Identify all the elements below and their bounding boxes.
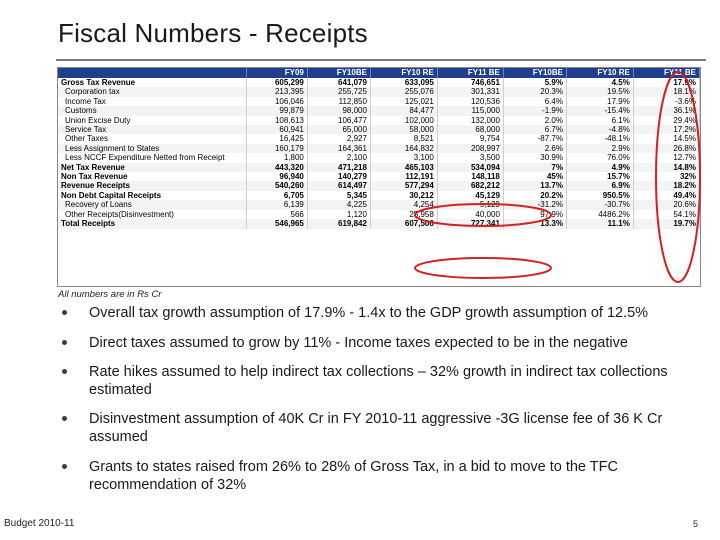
- table-cell: 682,212: [437, 181, 503, 190]
- table-cell: 208,997: [437, 144, 503, 153]
- table-cell: 98,000: [307, 106, 370, 115]
- table-cell: 746,651: [437, 78, 503, 87]
- table-cell: 727,341: [437, 219, 503, 228]
- table-cell: 140,279: [307, 172, 370, 181]
- table-cell: 106,046: [247, 97, 308, 106]
- table-cell: 99,879: [247, 106, 308, 115]
- table-cell: -3.6%: [633, 97, 699, 106]
- table-cell: 614,497: [307, 181, 370, 190]
- table-cell: 84,477: [370, 106, 437, 115]
- column-header: FY11 BE: [633, 68, 699, 78]
- table-cell: 68,000: [437, 125, 503, 134]
- table-cell: 6.9%: [566, 181, 633, 190]
- table-cell: -48.1%: [566, 134, 633, 143]
- table-cell: 5,129: [437, 200, 503, 209]
- table-cell: -1.9%: [503, 106, 566, 115]
- table-cell: 18.1%: [633, 87, 699, 96]
- table-cell: 148,118: [437, 172, 503, 181]
- row-label: Non Tax Revenue: [58, 172, 247, 181]
- column-header: FY10BE: [307, 68, 370, 78]
- bullet-item: [62, 363, 687, 399]
- table-row: [58, 144, 700, 153]
- units-footnote: All numbers are in Rs Cr: [58, 289, 162, 300]
- table-cell: 301,331: [437, 87, 503, 96]
- table-cell: 4,254: [370, 200, 437, 209]
- table-cell: 125,021: [370, 97, 437, 106]
- table-cell: 160,179: [247, 144, 308, 153]
- table-cell: -15.4%: [566, 106, 633, 115]
- table-row: [58, 97, 700, 106]
- title-divider: [56, 59, 706, 61]
- table-cell: 112,191: [370, 172, 437, 181]
- table-cell: -31.2%: [503, 200, 566, 209]
- table-cell: 534,094: [437, 163, 503, 172]
- table-cell: 102,000: [370, 116, 437, 125]
- table-cell: 32%: [633, 172, 699, 181]
- table-cell: 9,754: [437, 134, 503, 143]
- bullet-list: [62, 304, 687, 494]
- table-cell: 20.3%: [503, 87, 566, 96]
- bullet-text: Rate hikes assumed to help indirect tax collections – 32% growth in indirect tax collections estimated: [89, 364, 668, 398]
- table-cell: 14.5%: [633, 134, 699, 143]
- bullet-dot-icon: [62, 369, 67, 374]
- column-header: FY11 BE: [437, 68, 503, 78]
- page-number: 5: [693, 519, 699, 529]
- bullet-text: Disinvestment assumption of 40K Cr in FY 2010-11 aggressive -3G license fee of 36 K Cr assumed: [89, 411, 663, 445]
- table-cell: -30.7%: [566, 200, 633, 209]
- table-row: [58, 134, 700, 143]
- row-label: Service Tax: [58, 125, 247, 134]
- table-cell: 3,100: [370, 153, 437, 162]
- bullet-dot-icon: [62, 310, 67, 315]
- table-cell: 633,095: [370, 78, 437, 87]
- table-cell: 471,218: [307, 163, 370, 172]
- table-body: [58, 78, 700, 229]
- table-cell: 14.8%: [633, 163, 699, 172]
- table-cell: 607,506: [370, 219, 437, 228]
- table-row: [58, 87, 700, 96]
- table-cell: 4,225: [307, 200, 370, 209]
- table-cell: 465,103: [370, 163, 437, 172]
- row-label: Other Receipts(Disinvestment): [58, 210, 247, 219]
- table-cell: 76.0%: [566, 153, 633, 162]
- table-cell: 164,832: [370, 144, 437, 153]
- table-row: [58, 106, 700, 115]
- table-cell: 97.9%: [503, 210, 566, 219]
- table-cell: 45,129: [437, 191, 503, 200]
- table-cell: 213,395: [247, 87, 308, 96]
- table-cell: 30,212: [370, 191, 437, 200]
- table-cell: 2.6%: [503, 144, 566, 153]
- bullet-dot-icon: [62, 416, 67, 421]
- row-label: Revenue Receipts: [58, 181, 247, 190]
- table-row: [58, 172, 700, 181]
- column-header: FY10 RE: [370, 68, 437, 78]
- table-row: [58, 219, 700, 228]
- column-header: FY10 RE: [566, 68, 633, 78]
- table-cell: 16,425: [247, 134, 308, 143]
- row-label: Total Receipts: [58, 219, 247, 228]
- table-cell: 106,477: [307, 116, 370, 125]
- row-label: Customs: [58, 106, 247, 115]
- table-cell: 6.7%: [503, 125, 566, 134]
- table-cell: 18.2%: [633, 181, 699, 190]
- table-cell: 4.9%: [566, 163, 633, 172]
- table-row: [58, 163, 700, 172]
- table-cell: 2,100: [307, 153, 370, 162]
- table-cell: 96,940: [247, 172, 308, 181]
- table-cell: 255,076: [370, 87, 437, 96]
- bullet-item: [62, 304, 687, 322]
- table-cell: 13.3%: [503, 219, 566, 228]
- table-cell: 6.4%: [503, 97, 566, 106]
- table-cell: 540,260: [247, 181, 308, 190]
- table-cell: 7%: [503, 163, 566, 172]
- table-cell: 5.9%: [503, 78, 566, 87]
- table-cell: 58,000: [370, 125, 437, 134]
- table-cell: 11.1%: [566, 219, 633, 228]
- table-cell: 20.2%: [503, 191, 566, 200]
- table-cell: 17.9%: [566, 97, 633, 106]
- table-cell: 619,842: [307, 219, 370, 228]
- table-row: [58, 191, 700, 200]
- table-cell: 15.7%: [566, 172, 633, 181]
- table-cell: 132,000: [437, 116, 503, 125]
- bullet-text: Grants to states raised from 26% to 28% of Gross Tax, in a bid to move to the TFC recommendation of 32%: [89, 459, 618, 493]
- table-cell: 19.5%: [566, 87, 633, 96]
- bullet-item: [62, 458, 687, 494]
- table-cell: 26.8%: [633, 144, 699, 153]
- table-row: [58, 200, 700, 209]
- row-label: Gross Tax Revenue: [58, 78, 247, 87]
- table-cell: 45%: [503, 172, 566, 181]
- row-label: Non Debt Capital Receipts: [58, 191, 247, 200]
- table-cell: 8,521: [370, 134, 437, 143]
- table-cell: 12.7%: [633, 153, 699, 162]
- table-cell: 1,120: [307, 210, 370, 219]
- row-label: Less NCCF Expenditure Netted from Receipt: [58, 153, 247, 162]
- table-cell: 950.5%: [566, 191, 633, 200]
- table-cell: 2.9%: [566, 144, 633, 153]
- table-cell: 546,965: [247, 219, 308, 228]
- table-row: [58, 153, 700, 162]
- table-cell: 6.1%: [566, 116, 633, 125]
- table-cell: 566: [247, 210, 308, 219]
- column-header: FY10BE: [503, 68, 566, 78]
- table-cell: 25,958: [370, 210, 437, 219]
- table-row: [58, 181, 700, 190]
- table-cell: 17.9%: [633, 78, 699, 87]
- bullet-text: Overall tax growth assumption of 17.9% - 1.4x to the GDP growth assumption of 12.5%: [89, 305, 649, 321]
- table-cell: 641,079: [307, 78, 370, 87]
- table-cell: 108,613: [247, 116, 308, 125]
- table-cell: 54.1%: [633, 210, 699, 219]
- table-header-row: [58, 68, 700, 78]
- table-cell: 112,850: [307, 97, 370, 106]
- table-cell: 2,927: [307, 134, 370, 143]
- table-cell: 5,345: [307, 191, 370, 200]
- bullet-dot-icon: [62, 464, 67, 469]
- table-cell: 36.1%: [633, 106, 699, 115]
- table-cell: -4.8%: [566, 125, 633, 134]
- table-cell: 577,294: [370, 181, 437, 190]
- table-cell: 1,800: [247, 153, 308, 162]
- table-row: [58, 210, 700, 219]
- table-cell: 65,000: [307, 125, 370, 134]
- table-cell: 6,139: [247, 200, 308, 209]
- table-row: [58, 116, 700, 125]
- slide-title: Fiscal Numbers - Receipts: [58, 18, 368, 48]
- column-header: FY09: [247, 68, 308, 78]
- table-cell: 4486.2%: [566, 210, 633, 219]
- table-cell: 40,000: [437, 210, 503, 219]
- table-cell: 49.4%: [633, 191, 699, 200]
- bullet-item: [62, 334, 687, 352]
- table-cell: 120,536: [437, 97, 503, 106]
- table-cell: 13.7%: [503, 181, 566, 190]
- table-cell: 164,361: [307, 144, 370, 153]
- table-cell: 29.4%: [633, 116, 699, 125]
- table-cell: 4.5%: [566, 78, 633, 87]
- table-cell: 255,725: [307, 87, 370, 96]
- receipts-table: [58, 68, 700, 229]
- bullet-text: Direct taxes assumed to grow by 11% - Income taxes expected to be in the negative: [89, 335, 628, 351]
- row-label: Net Tax Revenue: [58, 163, 247, 172]
- bullet-item: [62, 410, 687, 446]
- table-cell: 605,299: [247, 78, 308, 87]
- table-cell: 20.6%: [633, 200, 699, 209]
- table-cell: -87.7%: [503, 134, 566, 143]
- table-cell: 3,500: [437, 153, 503, 162]
- table-row: [58, 125, 700, 134]
- table-cell: 30.9%: [503, 153, 566, 162]
- row-label: Corporation tax: [58, 87, 247, 96]
- column-header: [58, 68, 247, 78]
- table-cell: 60,941: [247, 125, 308, 134]
- table-cell: 115,000: [437, 106, 503, 115]
- table-cell: 19.7%: [633, 219, 699, 228]
- table-cell: 2.0%: [503, 116, 566, 125]
- table-row: [58, 78, 700, 87]
- receipts-table-image: [57, 67, 701, 287]
- row-label: Recovery of Loans: [58, 200, 247, 209]
- table-cell: 443,320: [247, 163, 308, 172]
- table-cell: 6,705: [247, 191, 308, 200]
- table-cell: 17.2%: [633, 125, 699, 134]
- bullet-dot-icon: [62, 340, 67, 345]
- row-label: Income Tax: [58, 97, 247, 106]
- footer-label: Budget 2010-11: [4, 518, 75, 529]
- row-label: Other Taxes: [58, 134, 247, 143]
- row-label: Less Assignment to States: [58, 144, 247, 153]
- row-label: Union Excise Duty: [58, 116, 247, 125]
